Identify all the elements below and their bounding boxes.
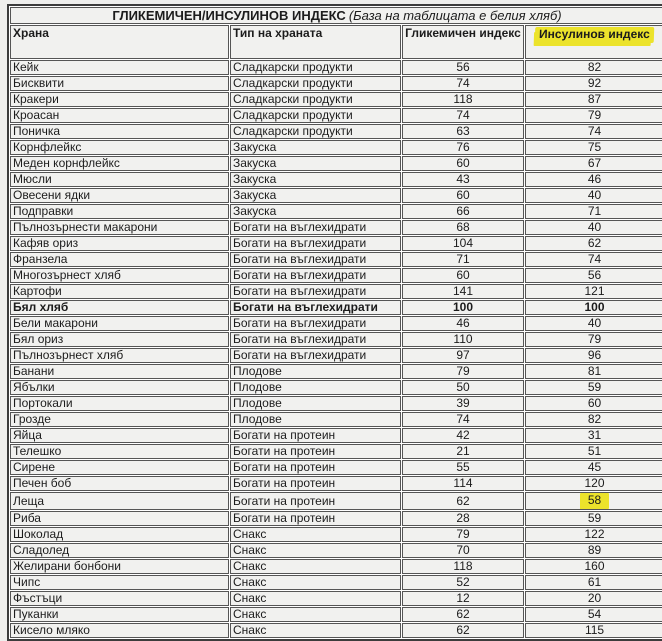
insulin-index-cell: 56 xyxy=(525,268,662,283)
insulin-index-cell: 31 xyxy=(525,428,662,443)
insulin-index-cell: 45 xyxy=(525,460,662,475)
food-cell: Сладолед xyxy=(10,543,229,558)
food-cell: Банани xyxy=(10,364,229,379)
table-title xyxy=(10,7,662,24)
food-type-cell: Плодове xyxy=(230,364,401,379)
glycemic-index-cell: 97 xyxy=(402,348,524,363)
insulin-index-cell: 82 xyxy=(525,412,662,427)
food-cell: Желирани бонбони xyxy=(10,559,229,574)
insulin-index-cell: 100 xyxy=(525,300,662,315)
insulin-index-cell: 51 xyxy=(525,444,662,459)
table-row xyxy=(10,92,662,107)
table-row xyxy=(10,364,662,379)
food-cell: Корнфлейкс xyxy=(10,140,229,155)
column-header-insulin xyxy=(525,25,662,59)
food-cell: Леща xyxy=(10,492,229,510)
food-cell: Бял ориз xyxy=(10,332,229,347)
insulin-index-cell: 122 xyxy=(525,527,662,542)
food-cell: Многозърнест хляб xyxy=(10,268,229,283)
food-cell: Яйца xyxy=(10,428,229,443)
food-cell: Сирене xyxy=(10,460,229,475)
food-cell: Шоколад xyxy=(10,527,229,542)
insulin-index-cell: 59 xyxy=(525,380,662,395)
column-header-food: Храна xyxy=(10,25,229,59)
food-cell: Грозде xyxy=(10,412,229,427)
table-row xyxy=(10,575,662,590)
table-row xyxy=(10,236,662,251)
table-row xyxy=(10,380,662,395)
table-row xyxy=(10,543,662,558)
food-cell: Овесени ядки xyxy=(10,188,229,203)
glycemic-index-cell: 118 xyxy=(402,559,524,574)
food-type-cell: Богати на въглехидрати xyxy=(230,332,401,347)
food-cell: Фъстъци xyxy=(10,591,229,606)
glycemic-index-cell: 46 xyxy=(402,316,524,331)
food-cell: Чипс xyxy=(10,575,229,590)
glycemic-index-cell: 42 xyxy=(402,428,524,443)
table-row xyxy=(10,220,662,235)
table-row xyxy=(10,316,662,331)
glycemic-index-cell: 74 xyxy=(402,412,524,427)
insulin-index-cell: 82 xyxy=(525,60,662,75)
insulin-value-highlight: 58 xyxy=(580,493,609,509)
insulin-index-cell: 120 xyxy=(525,476,662,491)
food-type-cell: Богати на въглехидрати xyxy=(230,220,401,235)
table-row xyxy=(10,188,662,203)
food-type-cell: Закуска xyxy=(230,140,401,155)
title-row xyxy=(10,7,662,24)
glycemic-index-cell: 56 xyxy=(402,60,524,75)
insulin-index-cell: 92 xyxy=(525,76,662,91)
food-cell: Меден корнфлейкс xyxy=(10,156,229,171)
food-cell: Пълнозърнест хляб xyxy=(10,348,229,363)
food-type-cell: Снакс xyxy=(230,575,401,590)
insulin-index-cell: 61 xyxy=(525,575,662,590)
food-cell: Ябълки xyxy=(10,380,229,395)
food-type-cell: Богати на въглехидрати xyxy=(230,284,401,299)
table-row xyxy=(10,412,662,427)
food-type-cell: Снакс xyxy=(230,607,401,622)
insulin-index-cell: 60 xyxy=(525,396,662,411)
food-type-cell: Богати на протеин xyxy=(230,492,401,510)
header-row xyxy=(10,25,662,59)
insulin-index-cell: 67 xyxy=(525,156,662,171)
table-row xyxy=(10,76,662,91)
glycemic-index-cell: 50 xyxy=(402,380,524,395)
food-cell: Картофи xyxy=(10,284,229,299)
food-type-cell: Плодове xyxy=(230,396,401,411)
food-cell: Франзела xyxy=(10,252,229,267)
table-row xyxy=(10,172,662,187)
food-type-cell: Сладкарски продукти xyxy=(230,124,401,139)
glycemic-index-cell: 100 xyxy=(402,300,524,315)
food-type-cell: Богати на въглехидрати xyxy=(230,252,401,267)
food-type-cell: Снакс xyxy=(230,591,401,606)
column-header-glycemic: Гликемичен индекс xyxy=(402,25,524,59)
glycemic-index-cell: 70 xyxy=(402,543,524,558)
food-cell: Кафяв ориз xyxy=(10,236,229,251)
insulin-index-cell: 160 xyxy=(525,559,662,574)
food-type-cell: Сладкарски продукти xyxy=(230,76,401,91)
insulin-index-cell: 74 xyxy=(525,252,662,267)
glycemic-index-cell: 79 xyxy=(402,364,524,379)
table-row xyxy=(10,460,662,475)
glycemic-index-cell: 104 xyxy=(402,236,524,251)
insulin-index-cell: 79 xyxy=(525,332,662,347)
food-type-cell: Сладкарски продукти xyxy=(230,92,401,107)
glycemic-index-cell: 43 xyxy=(402,172,524,187)
glycemic-index-cell: 76 xyxy=(402,140,524,155)
insulin-index-cell: 75 xyxy=(525,140,662,155)
insulin-index-cell: 121 xyxy=(525,284,662,299)
glycemic-index-cell: 118 xyxy=(402,92,524,107)
insulin-header-highlight: Инсулинов индекс xyxy=(535,27,654,43)
insulin-index-cell: 115 xyxy=(525,623,662,638)
table-row xyxy=(10,140,662,155)
glycemic-index-cell: 60 xyxy=(402,188,524,203)
table-row xyxy=(10,623,662,638)
table-row xyxy=(10,268,662,283)
glycemic-index-cell: 55 xyxy=(402,460,524,475)
table-title-main: ГЛИКЕМИЧЕН/ИНСУЛИНОВ ИНДЕКС xyxy=(112,7,346,23)
table-row xyxy=(10,396,662,411)
food-type-cell: Богати на въглехидрати xyxy=(230,236,401,251)
table-row xyxy=(10,156,662,171)
food-cell: Риба xyxy=(10,511,229,526)
food-cell: Пълнозърнести макарони xyxy=(10,220,229,235)
food-cell: Кейк xyxy=(10,60,229,75)
food-type-cell: Закуска xyxy=(230,172,401,187)
table-row xyxy=(10,607,662,622)
glycemic-index-cell: 12 xyxy=(402,591,524,606)
glycemic-insulin-table xyxy=(7,4,662,641)
glycemic-index-cell: 114 xyxy=(402,476,524,491)
insulin-index-cell xyxy=(525,492,662,510)
table-row xyxy=(10,527,662,542)
table-row xyxy=(10,284,662,299)
table-row xyxy=(10,252,662,267)
food-cell: Бял хляб xyxy=(10,300,229,315)
glycemic-index-cell: 68 xyxy=(402,220,524,235)
insulin-index-cell: 96 xyxy=(525,348,662,363)
food-cell: Мюсли xyxy=(10,172,229,187)
glycemic-index-cell: 110 xyxy=(402,332,524,347)
food-cell: Кисело мляко xyxy=(10,623,229,638)
food-type-cell: Закуска xyxy=(230,156,401,171)
glycemic-index-cell: 62 xyxy=(402,492,524,510)
table-row xyxy=(10,492,662,510)
glycemic-index-cell: 60 xyxy=(402,268,524,283)
food-type-cell: Богати на въглехидрати xyxy=(230,268,401,283)
food-type-cell: Плодове xyxy=(230,380,401,395)
glycemic-index-cell: 74 xyxy=(402,108,524,123)
glycemic-index-cell: 62 xyxy=(402,623,524,638)
glycemic-index-cell: 52 xyxy=(402,575,524,590)
food-type-cell: Снакс xyxy=(230,559,401,574)
table-row xyxy=(10,332,662,347)
glycemic-index-cell: 141 xyxy=(402,284,524,299)
table-row xyxy=(10,428,662,443)
insulin-index-cell: 62 xyxy=(525,236,662,251)
food-type-cell: Снакс xyxy=(230,543,401,558)
insulin-index-cell: 46 xyxy=(525,172,662,187)
glycemic-index-cell: 63 xyxy=(402,124,524,139)
food-type-cell: Богати на протеин xyxy=(230,476,401,491)
insulin-index-cell: 20 xyxy=(525,591,662,606)
insulin-index-cell: 40 xyxy=(525,316,662,331)
table-row xyxy=(10,204,662,219)
table-row xyxy=(10,511,662,526)
food-type-cell: Сладкарски продукти xyxy=(230,60,401,75)
insulin-index-cell: 54 xyxy=(525,607,662,622)
table-body xyxy=(10,60,662,638)
insulin-index-cell: 79 xyxy=(525,108,662,123)
table-title-note: (База на таблицата е белия хляб) xyxy=(348,7,562,23)
glycemic-index-cell: 39 xyxy=(402,396,524,411)
food-cell: Поничка xyxy=(10,124,229,139)
table-row xyxy=(10,124,662,139)
insulin-index-cell: 89 xyxy=(525,543,662,558)
food-cell: Портокали xyxy=(10,396,229,411)
food-type-cell: Богати на въглехидрати xyxy=(230,348,401,363)
glycemic-index-cell: 62 xyxy=(402,607,524,622)
glycemic-index-cell: 60 xyxy=(402,156,524,171)
food-cell: Кроасан xyxy=(10,108,229,123)
food-type-cell: Богати на протеин xyxy=(230,444,401,459)
table-row xyxy=(10,300,662,315)
food-cell: Пуканки xyxy=(10,607,229,622)
food-cell: Кракери xyxy=(10,92,229,107)
insulin-index-cell: 71 xyxy=(525,204,662,219)
food-type-cell: Плодове xyxy=(230,412,401,427)
table-row xyxy=(10,348,662,363)
insulin-index-cell: 74 xyxy=(525,124,662,139)
food-type-cell: Снакс xyxy=(230,527,401,542)
food-type-cell: Сладкарски продукти xyxy=(230,108,401,123)
food-type-cell: Богати на въглехидрати xyxy=(230,300,401,315)
glycemic-index-cell: 28 xyxy=(402,511,524,526)
food-cell: Бисквити xyxy=(10,76,229,91)
insulin-index-cell: 59 xyxy=(525,511,662,526)
glycemic-index-cell: 79 xyxy=(402,527,524,542)
glycemic-index-cell: 74 xyxy=(402,76,524,91)
food-cell: Телешко xyxy=(10,444,229,459)
food-cell: Подправки xyxy=(10,204,229,219)
glycemic-index-cell: 66 xyxy=(402,204,524,219)
table-row xyxy=(10,559,662,574)
food-type-cell: Закуска xyxy=(230,204,401,219)
table-row xyxy=(10,60,662,75)
food-type-cell: Богати на въглехидрати xyxy=(230,316,401,331)
food-cell: Бели макарони xyxy=(10,316,229,331)
insulin-index-cell: 40 xyxy=(525,220,662,235)
insulin-index-cell: 81 xyxy=(525,364,662,379)
table-row xyxy=(10,444,662,459)
column-header-type: Тип на храната xyxy=(230,25,401,59)
insulin-index-cell: 87 xyxy=(525,92,662,107)
glycemic-index-cell: 71 xyxy=(402,252,524,267)
food-type-cell: Богати на протеин xyxy=(230,511,401,526)
food-cell: Печен боб xyxy=(10,476,229,491)
food-type-cell: Богати на протеин xyxy=(230,428,401,443)
food-type-cell: Закуска xyxy=(230,188,401,203)
insulin-index-cell: 40 xyxy=(525,188,662,203)
table-row xyxy=(10,108,662,123)
table-row xyxy=(10,591,662,606)
table-row xyxy=(10,476,662,491)
glycemic-index-cell: 21 xyxy=(402,444,524,459)
food-type-cell: Богати на протеин xyxy=(230,460,401,475)
food-type-cell: Снакс xyxy=(230,623,401,638)
